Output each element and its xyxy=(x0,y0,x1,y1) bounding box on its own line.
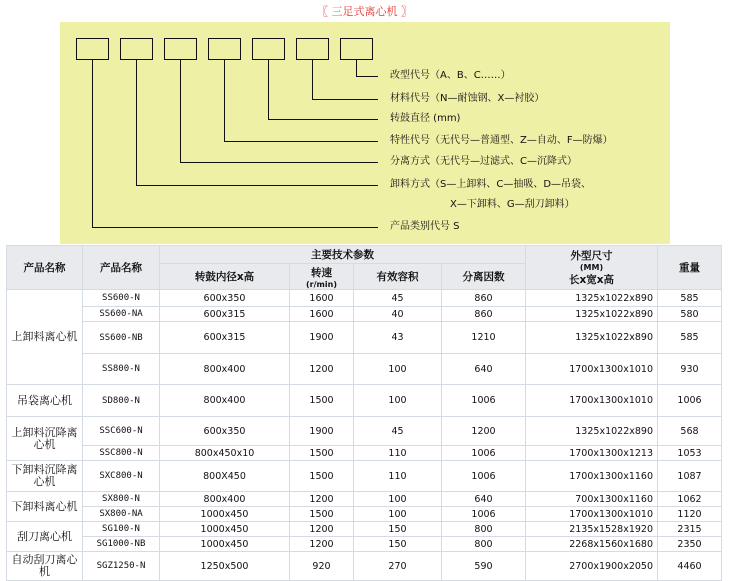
cell-factor: 1006 xyxy=(442,446,526,461)
cell-model: SX800-N xyxy=(83,492,160,507)
cell-model: SG1000-NB xyxy=(83,537,160,552)
cell-model: SD800-N xyxy=(83,385,160,417)
table-row xyxy=(7,290,722,307)
legend-discharge-mode-cont: X—下卸料、G—刮刀卸料） xyxy=(450,199,575,210)
code-box-2 xyxy=(120,38,153,60)
cell-factor: 1006 xyxy=(442,385,526,417)
legend-feature-code: 特性代号（无代号—普通型、Z—自动、F—防爆） xyxy=(390,135,613,146)
cell-drum: 600x350 xyxy=(160,417,290,446)
cell-capacity: 110 xyxy=(354,461,442,492)
cell-weight: 580 xyxy=(658,307,722,322)
table-row xyxy=(7,322,722,354)
cell-model: SG100-N xyxy=(83,522,160,537)
cell-drum: 1250x500 xyxy=(160,552,290,581)
connector-line xyxy=(136,185,378,186)
connector-line xyxy=(356,76,378,77)
table-row xyxy=(7,461,722,492)
table-row xyxy=(7,446,722,461)
cell-weight: 568 xyxy=(658,417,722,446)
category-cell: 上卸料沉降离心机 xyxy=(7,417,83,461)
legend-drum-diameter: 转鼓直径 (mm) xyxy=(390,113,461,124)
header-drum: 转鼓内径x高 xyxy=(160,264,290,290)
cell-speed: 920 xyxy=(290,552,354,581)
header-main-params: 主要技术参数 xyxy=(160,246,526,264)
cell-capacity: 43 xyxy=(354,322,442,354)
header-speed xyxy=(290,264,354,290)
header-dimensions-sub: 长x宽x高 xyxy=(568,274,615,286)
code-box-1 xyxy=(76,38,109,60)
code-box-3 xyxy=(164,38,197,60)
category-cell: 刮刀离心机 xyxy=(7,522,83,552)
cell-factor: 860 xyxy=(442,307,526,322)
legend-discharge-mode: 卸料方式（S—上卸料、C—抽吸、D—吊袋、 xyxy=(390,179,592,190)
cell-size: 1325x1022x890 xyxy=(526,307,658,322)
code-box-6 xyxy=(296,38,329,60)
code-box-5 xyxy=(252,38,285,60)
header-dimensions-unit: (MM) xyxy=(579,263,604,272)
connector-line xyxy=(136,60,137,185)
legend-revision-code: 改型代号（A、B、C……） xyxy=(390,70,511,81)
table-row xyxy=(7,307,722,322)
legend-material-code: 材料代号（N—耐蚀钢、X—衬胶） xyxy=(390,93,545,104)
cell-model: SSC600-N xyxy=(83,417,160,446)
cell-size: 1700x1300x1010 xyxy=(526,385,658,417)
cell-size: 1700x1300x1213 xyxy=(526,446,658,461)
connector-line xyxy=(180,60,181,162)
cell-model: SS600-NB xyxy=(83,322,160,354)
category-cell: 上卸料离心机 xyxy=(7,290,83,385)
cell-factor: 590 xyxy=(442,552,526,581)
cell-speed: 1200 xyxy=(290,492,354,507)
connector-line xyxy=(92,227,378,228)
cell-capacity: 100 xyxy=(354,492,442,507)
connector-line xyxy=(312,99,378,100)
connector-line xyxy=(268,119,378,120)
code-box-7 xyxy=(340,38,373,60)
cell-speed: 1500 xyxy=(290,385,354,417)
cell-speed: 1200 xyxy=(290,522,354,537)
cell-speed: 1500 xyxy=(290,446,354,461)
cell-size: 1325x1022x890 xyxy=(526,322,658,354)
table-row xyxy=(7,385,722,417)
category-cell: 下卸料沉降离心机 xyxy=(7,461,83,492)
cell-model: SS800-N xyxy=(83,354,160,385)
cell-drum: 1000x450 xyxy=(160,537,290,552)
cell-capacity: 45 xyxy=(354,290,442,307)
cell-size: 1325x1022x890 xyxy=(526,417,658,446)
cell-speed: 1200 xyxy=(290,537,354,552)
cell-capacity: 45 xyxy=(354,417,442,446)
header-speed-unit: (r/min) xyxy=(306,279,337,289)
cell-weight: 585 xyxy=(658,322,722,354)
cell-weight: 1053 xyxy=(658,446,722,461)
cell-size: 1700x1300x1010 xyxy=(526,507,658,522)
legend-product-category: 产品类别代号 S xyxy=(390,221,460,232)
cell-speed: 1900 xyxy=(290,322,354,354)
cell-factor: 1006 xyxy=(442,461,526,492)
table-row xyxy=(7,522,722,537)
header-dimensions xyxy=(526,246,658,290)
cell-weight: 930 xyxy=(658,354,722,385)
spec-table xyxy=(6,245,722,581)
cell-weight: 2315 xyxy=(658,522,722,537)
cell-capacity: 100 xyxy=(354,354,442,385)
cell-speed: 1600 xyxy=(290,307,354,322)
cell-factor: 1210 xyxy=(442,322,526,354)
model-code-diagram xyxy=(60,22,670,244)
cell-weight: 1120 xyxy=(658,507,722,522)
header-category: 产品名称 xyxy=(7,246,83,290)
table-row xyxy=(7,492,722,507)
header-dimensions-label: 外型尺寸 xyxy=(570,250,613,262)
cell-size: 1700x1300x1160 xyxy=(526,461,658,492)
cell-speed: 1600 xyxy=(290,290,354,307)
cell-speed: 1500 xyxy=(290,461,354,492)
cell-drum: 800X450 xyxy=(160,461,290,492)
connector-line xyxy=(92,60,93,227)
connector-line xyxy=(356,60,357,76)
cell-size: 1700x1300x1010 xyxy=(526,354,658,385)
cell-capacity: 150 xyxy=(354,537,442,552)
cell-drum: 600x350 xyxy=(160,290,290,307)
cell-model: SX800-NA xyxy=(83,507,160,522)
category-cell: 下卸料离心机 xyxy=(7,492,83,522)
cell-factor: 800 xyxy=(442,522,526,537)
cell-size: 2700x1900x2050 xyxy=(526,552,658,581)
cell-model: SSC800-N xyxy=(83,446,160,461)
cell-speed: 1200 xyxy=(290,354,354,385)
cell-weight: 1087 xyxy=(658,461,722,492)
header-model: 产品名称 xyxy=(83,246,160,290)
category-cell: 自动刮刀离心机 xyxy=(7,552,83,581)
cell-weight: 1062 xyxy=(658,492,722,507)
cell-capacity: 110 xyxy=(354,446,442,461)
cell-capacity: 100 xyxy=(354,507,442,522)
cell-drum: 800x400 xyxy=(160,385,290,417)
cell-speed: 1900 xyxy=(290,417,354,446)
cell-drum: 800x450x10 xyxy=(160,446,290,461)
connector-line xyxy=(312,60,313,99)
cell-factor: 640 xyxy=(442,492,526,507)
connector-line xyxy=(268,60,269,119)
cell-drum: 1000x450 xyxy=(160,507,290,522)
legend-separation-mode: 分离方式（无代号—过滤式、C—沉降式） xyxy=(390,156,577,167)
cell-size: 2268x1560x1680 xyxy=(526,537,658,552)
cell-factor: 1006 xyxy=(442,507,526,522)
cell-drum: 600x315 xyxy=(160,307,290,322)
cell-weight: 1006 xyxy=(658,385,722,417)
cell-factor: 860 xyxy=(442,290,526,307)
header-speed-label: 转速 xyxy=(311,266,332,279)
table-row xyxy=(7,552,722,581)
cell-drum: 600x315 xyxy=(160,322,290,354)
cell-speed: 1500 xyxy=(290,507,354,522)
table-row xyxy=(7,507,722,522)
header-factor: 分离因数 xyxy=(442,264,526,290)
cell-factor: 1200 xyxy=(442,417,526,446)
table-row xyxy=(7,537,722,552)
cell-model: SS600-N xyxy=(83,290,160,307)
cell-capacity: 150 xyxy=(354,522,442,537)
header-capacity: 有效容积 xyxy=(354,264,442,290)
connector-line xyxy=(224,141,378,142)
cell-drum: 800x400 xyxy=(160,354,290,385)
page-title: 〖 三足式离心机 〗 xyxy=(317,5,412,18)
cell-size: 1325x1022x890 xyxy=(526,290,658,307)
cell-capacity: 100 xyxy=(354,385,442,417)
code-box-4 xyxy=(208,38,241,60)
header-weight: 重量 xyxy=(658,246,722,290)
category-cell: 吊袋离心机 xyxy=(7,385,83,417)
cell-factor: 800 xyxy=(442,537,526,552)
cell-drum: 800x400 xyxy=(160,492,290,507)
cell-model: SXC800-N xyxy=(83,461,160,492)
cell-capacity: 40 xyxy=(354,307,442,322)
cell-weight: 585 xyxy=(658,290,722,307)
connector-line xyxy=(180,162,378,163)
table-row xyxy=(7,354,722,385)
cell-model: SGZ1250-N xyxy=(83,552,160,581)
connector-line xyxy=(224,60,225,141)
cell-factor: 640 xyxy=(442,354,526,385)
table-row xyxy=(7,417,722,446)
cell-model: SS600-NA xyxy=(83,307,160,322)
cell-drum: 1000x450 xyxy=(160,522,290,537)
cell-weight: 4460 xyxy=(658,552,722,581)
cell-size: 700x1300x1160 xyxy=(526,492,658,507)
cell-capacity: 270 xyxy=(354,552,442,581)
cell-weight: 2350 xyxy=(658,537,722,552)
cell-size: 2135x1528x1920 xyxy=(526,522,658,537)
